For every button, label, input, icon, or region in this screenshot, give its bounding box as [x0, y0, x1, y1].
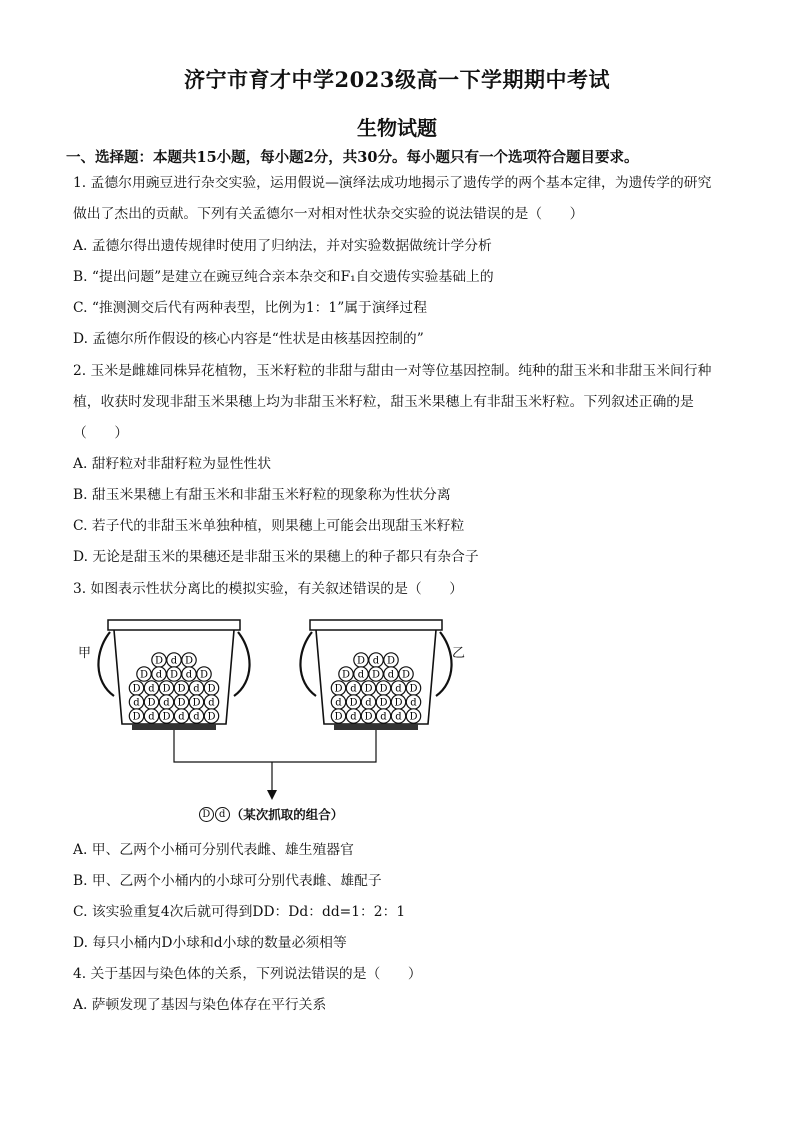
balls-group-jia	[129, 653, 218, 723]
question-4-option-a: A. 萨顿发现了基因与染色体存在平行关系	[73, 997, 327, 1013]
section-heading: 一、选择题：本题共15小题，每小题2分，共30分。每小题只有一个选项符合题目要求。	[66, 149, 639, 166]
ball-label: D	[207, 711, 216, 723]
bucket-handle	[234, 632, 250, 696]
question-1-option-b: B. “提出问题”是建立在豌豆纯合亲本杂交和F₁自交遗传实验基础上的	[73, 269, 494, 285]
figure-caption	[70, 805, 472, 823]
ball-label: D	[162, 683, 171, 695]
ball-label: d	[193, 711, 200, 723]
bucket-rim	[310, 620, 442, 630]
ball-label: D	[334, 683, 343, 695]
ball-label: D	[132, 683, 141, 695]
ball-label: D	[162, 711, 171, 723]
balls-group-yi	[331, 653, 420, 723]
ball-label: d	[387, 669, 395, 681]
subject-title: 生物试题	[357, 116, 437, 140]
ball-label: d	[350, 683, 357, 695]
ball-label: d	[335, 697, 342, 709]
ball-label: D	[394, 697, 403, 709]
question-3-stem: 3. 如图表示性状分离比的模拟实验，有关叙述错误的是（ ）	[73, 581, 464, 597]
question-2-stem: 植，收获时发现非甜玉米果穗上均为非甜玉米籽粒，甜玉米果穗上有非甜玉米籽粒。下列叙述正确的是	[73, 394, 694, 410]
arrow-down-icon	[267, 790, 277, 800]
ball-label: d	[178, 711, 185, 723]
ball-label: d	[380, 711, 387, 723]
question-2-option-a: A. 甜籽粒对非甜籽粒为显性性状	[73, 456, 272, 472]
question-2-option-c: C. 若子代的非甜玉米单独种植，则果穗上可能会出现甜玉米籽粒	[73, 518, 465, 534]
question-2-stem: 2. 玉米是雌雄同株异花植物，玉米籽粒的非甜与甜由一对等位基因控制。纯种的甜玉米和非甜玉米间行种	[73, 363, 712, 379]
bucket-simulation-figure	[70, 612, 510, 834]
question-3-option-d: D. 每只小桶内D小球和d小球的数量必须相等	[73, 935, 347, 951]
ball-label: D	[386, 655, 396, 667]
bucket-handle	[300, 632, 316, 696]
bucket-yi	[300, 620, 451, 730]
ball-label: d	[365, 697, 372, 709]
ball-label: D	[139, 669, 149, 681]
question-1-stem: 1. 孟德尔用豌豆进行杂交实验，运用假说—演绎法成功地揭示了遗传学的两个基本定律，为遗传学的研究	[73, 175, 712, 191]
ball-label: d	[395, 683, 402, 695]
ball-label: D	[349, 697, 358, 709]
ball-label: D	[177, 697, 186, 709]
ball-label: d	[163, 697, 170, 709]
ball-label: D	[154, 655, 164, 667]
ball-label: D	[334, 711, 343, 723]
ball-label: d	[357, 669, 365, 681]
ball-D-icon: D	[199, 807, 214, 822]
ball-label: D	[207, 683, 216, 695]
ball-label: d	[133, 697, 140, 709]
bucket-base	[132, 724, 216, 730]
exam-title: 济宁市育才中学2023级高一下学期期中考试	[184, 67, 610, 92]
bucket-base	[334, 724, 418, 730]
ball-label: D	[401, 669, 411, 681]
ball-label: d	[208, 697, 215, 709]
bucket-handle	[98, 632, 114, 696]
question-1-option-a: A. 孟德尔得出遗传规律时使用了归纳法，并对实验数据做统计学分析	[73, 238, 492, 254]
ball-label: D	[184, 655, 194, 667]
ball-label: D	[147, 697, 156, 709]
ball-label: D	[379, 697, 388, 709]
ball-label: d	[185, 669, 193, 681]
question-3-option-c: C. 该实验重复4次后就可得到DD：Dd：dd=1：2：1	[73, 904, 406, 920]
question-4-stem: 4. 关于基因与染色体的关系，下列说法错误的是（ ）	[73, 966, 422, 982]
question-1-option-d: D. 孟德尔所作假设的核心内容是“性状是由核基因控制的”	[73, 331, 424, 347]
ball-label: d	[148, 711, 155, 723]
ball-label: D	[364, 683, 373, 695]
ball-label: D	[371, 669, 381, 681]
ball-label: d	[148, 683, 155, 695]
connector-line	[174, 730, 376, 762]
question-3-option-b: B. 甲、乙两个小桶内的小球可分别代表雌、雄配子	[73, 873, 382, 889]
question-1-stem: 做出了杰出的贡献。下列有关孟德尔一对相对性状杂交实验的说法错误的是（ ）	[73, 206, 584, 222]
bucket-jia	[98, 620, 249, 730]
ball-label: d	[410, 697, 417, 709]
question-3-option-a: A. 甲、乙两个小桶可分别代表雌、雄生殖器官	[73, 842, 354, 858]
ball-label: D	[132, 711, 141, 723]
ball-label: D	[341, 669, 351, 681]
ball-label: d	[372, 655, 380, 667]
ball-label: d	[170, 655, 178, 667]
question-2-option-b: B. 甜玉米果穗上有甜玉米和非甜玉米籽粒的现象称为性状分离	[73, 487, 451, 503]
label-jia: 甲	[78, 646, 92, 661]
bucket-rim	[108, 620, 240, 630]
label-yi: 乙	[452, 646, 466, 661]
ball-d-icon: d	[215, 807, 230, 822]
ball-label: d	[193, 683, 200, 695]
ball-label: D	[192, 697, 201, 709]
ball-label: d	[155, 669, 163, 681]
ball-label: D	[409, 711, 418, 723]
ball-label: D	[379, 683, 388, 695]
question-1-option-c: C. “推测测交后代有两种表型，比例为1：1”属于演绎过程	[73, 300, 428, 316]
caption-text: （某次抓取的组合）	[230, 807, 344, 822]
question-2-stem: （ ）	[73, 425, 129, 441]
ball-label: D	[356, 655, 366, 667]
bucket-handle	[436, 632, 452, 696]
ball-label: d	[395, 711, 402, 723]
ball-label: D	[364, 711, 373, 723]
ball-label: D	[409, 683, 418, 695]
ball-label: D	[199, 669, 209, 681]
ball-label: d	[350, 711, 357, 723]
ball-label: D	[169, 669, 179, 681]
ball-label: D	[177, 683, 186, 695]
bucket-diagram	[70, 612, 510, 834]
question-2-option-d: D. 无论是甜玉米的果穗还是非甜玉米的果穗上的种子都只有杂合子	[73, 549, 479, 565]
